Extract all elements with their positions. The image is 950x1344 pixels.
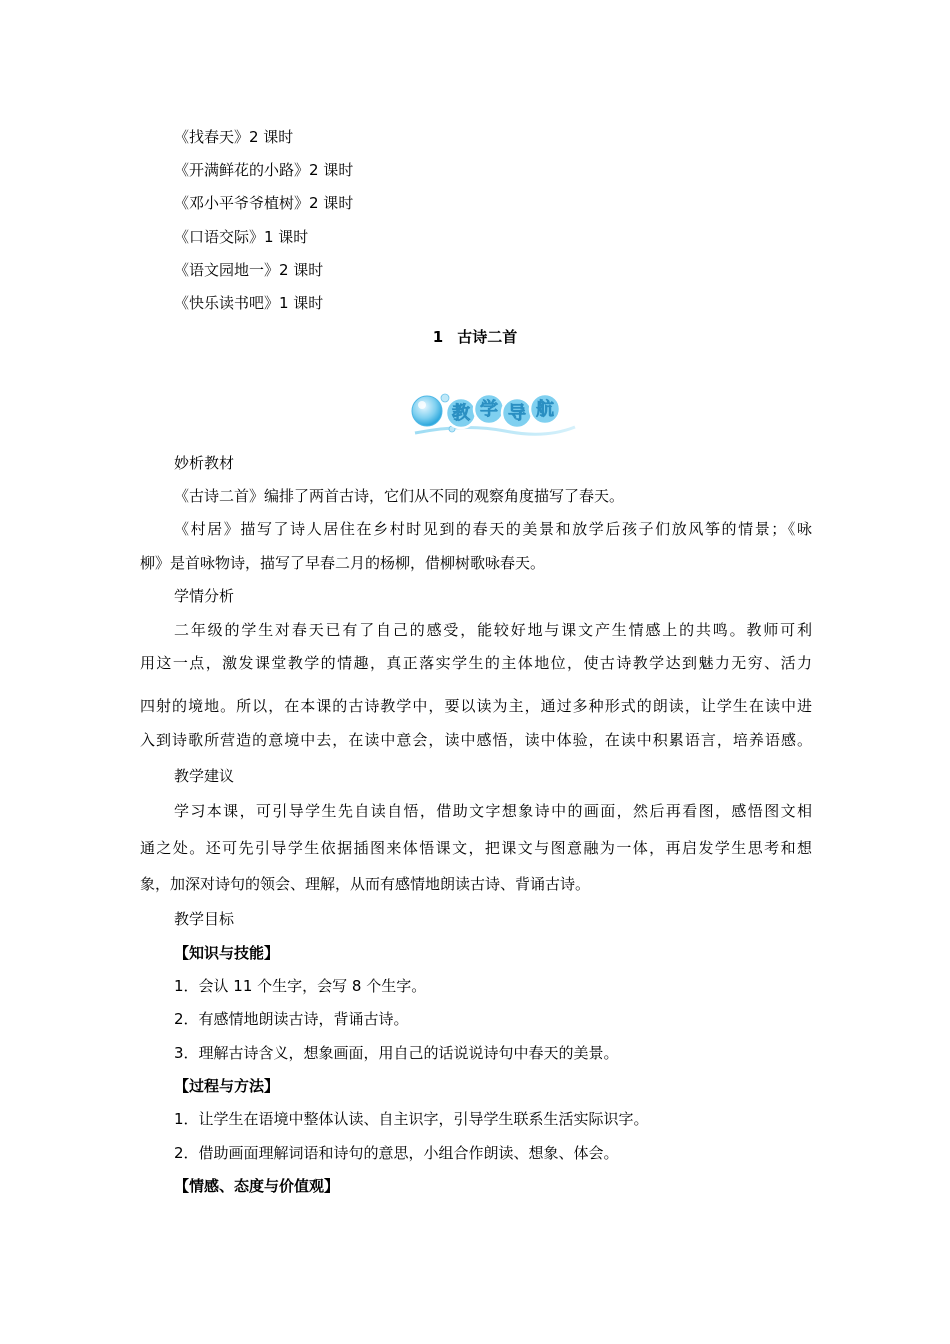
teaching-navigation-banner: [405, 389, 580, 441]
goal-item: 2．借助画面理解词语和诗句的意思，小组合作朗读、想象、体会。: [174, 1144, 619, 1162]
paragraph-line: 学习本课，可引导学生先自读自悟，借助文字想象诗中的画面，然后再看图，感悟图文相: [174, 802, 812, 820]
paragraph-line: 《村居》描写了诗人居住在乡村时见到的春天的美景和放学后孩子们放风筝的情景；《咏: [174, 520, 812, 538]
lesson-number: 1: [432, 328, 444, 346]
paragraph-line: 象，加深对诗句的领会、理解，从而有感情地朗读古诗、背诵古诗。: [140, 875, 591, 893]
paragraph-line: 入到诗歌所营造的意境中去，在读中意会，读中感悟，读中体验，在读中积累语言，培养语感。: [140, 731, 812, 749]
banner-char: 学: [480, 399, 498, 420]
paragraph-line: 《古诗二首》编排了两首古诗，它们从不同的观察角度描写了春天。: [174, 487, 625, 505]
goal-item: 1．会认 11 个生字，会写 8 个生字。: [174, 977, 427, 995]
goal-item: 1．让学生在语境中整体认读、自主识字，引导学生联系生活实际识字。: [174, 1110, 649, 1128]
paragraph-line: 二年级的学生对春天已有了自己的感受，能较好地与课文产生情感上的共鸣。教师可利: [174, 621, 812, 639]
section-heading-analysis: 妙析教材: [174, 454, 235, 472]
schedule-item: 《找春天》2 课时: [174, 128, 294, 146]
banner-char: 航: [536, 399, 554, 420]
schedule-item: 《开满鲜花的小路》2 课时: [174, 161, 354, 179]
banner-char: 教: [452, 403, 470, 424]
paragraph-line: 用这一点，激发课堂教学的情趣，真正落实学生的主体地位，使古诗教学达到魅力无穷、活力: [140, 654, 812, 672]
paragraph-line: 四射的境地。所以，在本课的古诗教学中，要以读为主，通过多种形式的朗读，让学生在读中进: [140, 697, 812, 715]
subheading-emotion: 【情感、态度与价值观】: [174, 1177, 340, 1195]
paragraph-line: 通之处。还可先引导学生依据插图来体悟课文，把课文与图意融为一体，再启发学生思考和想: [140, 839, 812, 857]
schedule-item: 《快乐读书吧》1 课时: [174, 294, 324, 312]
section-heading-goals: 教学目标: [174, 910, 235, 928]
goal-item: 2．有感情地朗读古诗，背诵古诗。: [174, 1010, 409, 1028]
section-heading-advice: 教学建议: [174, 767, 235, 785]
subheading-knowledge: 【知识与技能】: [174, 944, 280, 962]
banner-char: 导: [508, 403, 526, 424]
subheading-process: 【过程与方法】: [174, 1077, 280, 1095]
schedule-item: 《语文园地一》2 课时: [174, 261, 324, 279]
schedule-item: 《邓小平爷爷植树》2 课时: [174, 194, 354, 212]
lesson-title: [0, 327, 950, 347]
schedule-item: 《口语交际》1 课时: [174, 228, 309, 246]
section-heading-situation: 学情分析: [174, 587, 235, 605]
goal-item: 3．理解古诗含义，想象画面，用自己的话说说诗句中春天的美景。: [174, 1044, 619, 1062]
paragraph-line: 柳》是首咏物诗，描写了早春二月的杨柳，借柳树歌咏春天。: [140, 554, 546, 572]
lesson-name: 古诗二首: [457, 328, 518, 346]
